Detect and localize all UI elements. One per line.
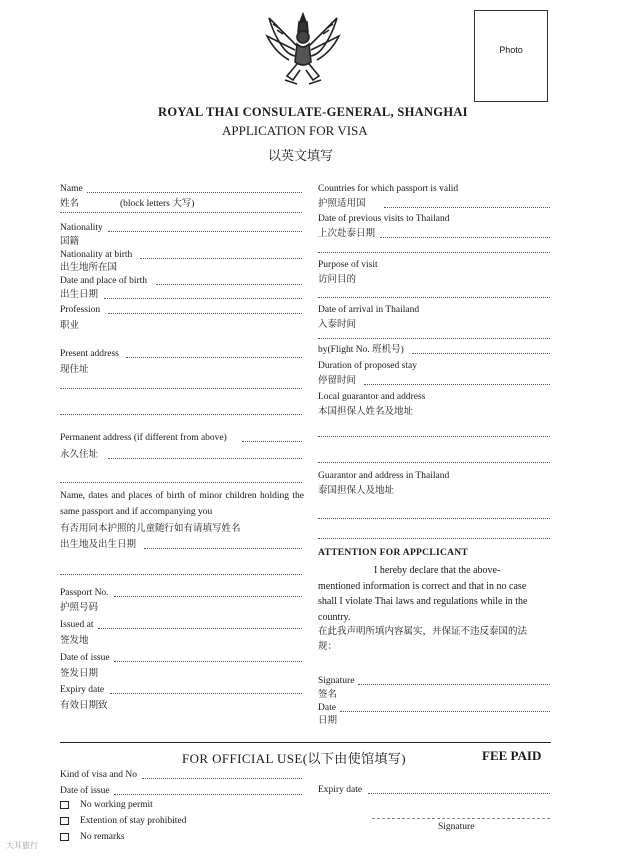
name-field-line2[interactable] bbox=[60, 212, 302, 213]
permanent-address-label: Permanent address (if different from above) bbox=[60, 433, 227, 443]
permanent-address-line2[interactable] bbox=[108, 458, 302, 459]
flight-field[interactable] bbox=[412, 353, 550, 354]
official-use-title: FOR OFFICIAL USE(以下由使馆填写) bbox=[182, 751, 407, 766]
consulate-title: ROYAL THAI CONSULATE-GENERAL, SHANGHAI bbox=[158, 105, 468, 119]
expiry-date-cn-label: 有效日期致 bbox=[60, 701, 108, 711]
fill-in-english-instruction: 以英文填写 bbox=[268, 148, 334, 163]
application-title: APPLICATION FOR VISA bbox=[222, 123, 368, 138]
guarantor-label: Local guarantor and address bbox=[318, 392, 426, 402]
date-of-issue-cn-label: 签发日期 bbox=[60, 669, 99, 679]
permanent-address-cn-label: 永久住址 bbox=[60, 450, 99, 460]
guarantor-line1[interactable] bbox=[318, 436, 550, 437]
previous-visits-line2[interactable] bbox=[318, 252, 550, 253]
name-cn-label: 姓名 bbox=[60, 199, 80, 209]
profession-label: Profession bbox=[60, 305, 101, 315]
issued-at-label: Issued at bbox=[60, 620, 94, 630]
watermark: 大耳旅行 bbox=[6, 841, 38, 850]
countries-label: Countries for which passport is valid bbox=[318, 184, 459, 194]
guarantor-thailand-label: Guarantor and address in Thailand bbox=[318, 471, 450, 481]
dob-cn-label: 出生日期 bbox=[60, 290, 99, 300]
issued-at-cn-label: 签发地 bbox=[60, 636, 89, 646]
countries-field[interactable] bbox=[384, 207, 550, 208]
purpose-cn-label: 访问目的 bbox=[318, 275, 357, 285]
attention-title: ATTENTION FOR APPCLICANT bbox=[318, 548, 469, 558]
declaration-cn: 在此我声明所填内容属实，并保证不违反泰国的法规： bbox=[318, 627, 528, 652]
dob-label: Date and place of birth bbox=[60, 276, 148, 286]
arrival-label: Date of arrival in Thailand bbox=[318, 305, 420, 315]
official-signature-line[interactable] bbox=[372, 818, 550, 819]
duration-cn-label: 停留时间 bbox=[318, 376, 357, 386]
guarantor-line2[interactable] bbox=[318, 462, 550, 463]
dob-field-line2[interactable] bbox=[104, 298, 302, 299]
guarantor-thailand-line1[interactable] bbox=[318, 518, 550, 519]
passport-no-field[interactable] bbox=[114, 596, 302, 597]
expiry-date-field[interactable] bbox=[110, 693, 302, 694]
official-signature-label: Signature bbox=[438, 822, 475, 832]
date-cn-label: 日期 bbox=[318, 716, 338, 726]
arrival-field[interactable] bbox=[318, 338, 550, 339]
official-expiry-label: Expiry date bbox=[318, 785, 363, 795]
nationality-field[interactable] bbox=[108, 231, 302, 232]
name-hint: (block letters 大写) bbox=[120, 199, 195, 209]
no-working-permit-label: No working permit bbox=[80, 800, 153, 810]
date-field[interactable] bbox=[340, 711, 550, 712]
minor-children-cn2: 出生地及出生日期 bbox=[60, 540, 137, 550]
nationality-label: Nationality bbox=[60, 223, 103, 233]
photo-box[interactable] bbox=[474, 10, 548, 102]
previous-visits-field[interactable] bbox=[380, 237, 550, 238]
no-working-permit-checkbox[interactable] bbox=[60, 801, 69, 809]
date-of-issue-label: Date of issue bbox=[60, 653, 110, 663]
official-date-issue-label: Date of issue bbox=[60, 786, 110, 796]
nationality-birth-field[interactable] bbox=[140, 258, 302, 259]
present-address-field[interactable] bbox=[126, 357, 302, 358]
issued-at-field[interactable] bbox=[98, 628, 302, 629]
flight-label: by(Flight No. 班机号) bbox=[318, 345, 404, 355]
signature-label: Signature bbox=[318, 676, 355, 686]
present-address-line3[interactable] bbox=[60, 414, 302, 415]
name-label: Name bbox=[60, 184, 83, 194]
previous-visits-cn-label: 上次赴泰日期 bbox=[318, 229, 376, 239]
arrival-cn-label: 入泰时间 bbox=[318, 320, 357, 330]
nationality-cn-label: 国籍 bbox=[60, 237, 80, 247]
duration-field[interactable] bbox=[364, 384, 550, 385]
passport-no-label: Passport No. bbox=[60, 588, 109, 598]
date-label: Date bbox=[318, 703, 336, 713]
permanent-address-line3[interactable] bbox=[60, 482, 302, 483]
guarantor-thailand-line2[interactable] bbox=[318, 538, 550, 539]
official-date-issue-field[interactable] bbox=[114, 794, 302, 795]
nationality-birth-label: Nationality at birth bbox=[60, 250, 133, 260]
kind-of-visa-field[interactable] bbox=[142, 778, 302, 779]
present-address-cn-label: 现住址 bbox=[60, 365, 89, 375]
previous-visits-label: Date of previous visits to Thailand bbox=[318, 214, 450, 224]
profession-field[interactable] bbox=[108, 313, 302, 314]
name-field[interactable] bbox=[87, 192, 302, 193]
minor-children-text: Name, dates and places of birth of minor children holding the same passport and if accompanying you bbox=[60, 491, 304, 517]
guarantor-thailand-cn-label: 泰国担保人及地址 bbox=[318, 486, 395, 496]
present-address-label: Present address bbox=[60, 349, 119, 359]
permanent-address-field[interactable] bbox=[242, 441, 302, 442]
kind-of-visa-label: Kind of visa and No bbox=[60, 770, 138, 780]
minor-children-cn: 有否用同本护照的儿童随行如有请填写姓名 bbox=[60, 524, 241, 534]
date-of-issue-field[interactable] bbox=[114, 661, 302, 662]
official-divider bbox=[60, 742, 551, 743]
minor-children-field[interactable] bbox=[144, 548, 302, 549]
official-expiry-field[interactable] bbox=[368, 793, 550, 794]
profession-cn-label: 职业 bbox=[60, 321, 80, 331]
extention-stay-label: Extention of stay prohibited bbox=[80, 816, 187, 826]
guarantor-cn-label: 本国担保人姓名及地址 bbox=[318, 407, 414, 417]
passport-no-cn-label: 护照号码 bbox=[60, 603, 99, 613]
nationality-birth-cn-label: 出生地所在国 bbox=[60, 263, 118, 273]
fee-paid-label: FEE PAID bbox=[482, 748, 542, 763]
no-remarks-label: No remarks bbox=[80, 832, 125, 842]
duration-label: Duration of proposed stay bbox=[318, 361, 417, 371]
dob-field[interactable] bbox=[156, 284, 302, 285]
present-address-line2[interactable] bbox=[60, 388, 302, 389]
no-remarks-checkbox[interactable] bbox=[60, 833, 69, 841]
signature-cn-label: 签名 bbox=[318, 690, 338, 700]
purpose-label: Purpose of visit bbox=[318, 260, 378, 270]
purpose-field[interactable] bbox=[318, 297, 550, 298]
photo-label: Photo bbox=[499, 45, 523, 55]
countries-cn-label: 护照适用国 bbox=[318, 199, 366, 209]
minor-children-line2[interactable] bbox=[60, 574, 302, 575]
declaration-text: I hereby declare that the above-mentioned information is correct and that in no case shall I violate Thai laws and regulations while in the country. bbox=[318, 565, 528, 623]
extention-stay-checkbox[interactable] bbox=[60, 817, 69, 825]
expiry-date-label: Expiry date bbox=[60, 685, 105, 695]
signature-field[interactable] bbox=[358, 684, 550, 685]
garuda-emblem-icon bbox=[263, 10, 343, 90]
